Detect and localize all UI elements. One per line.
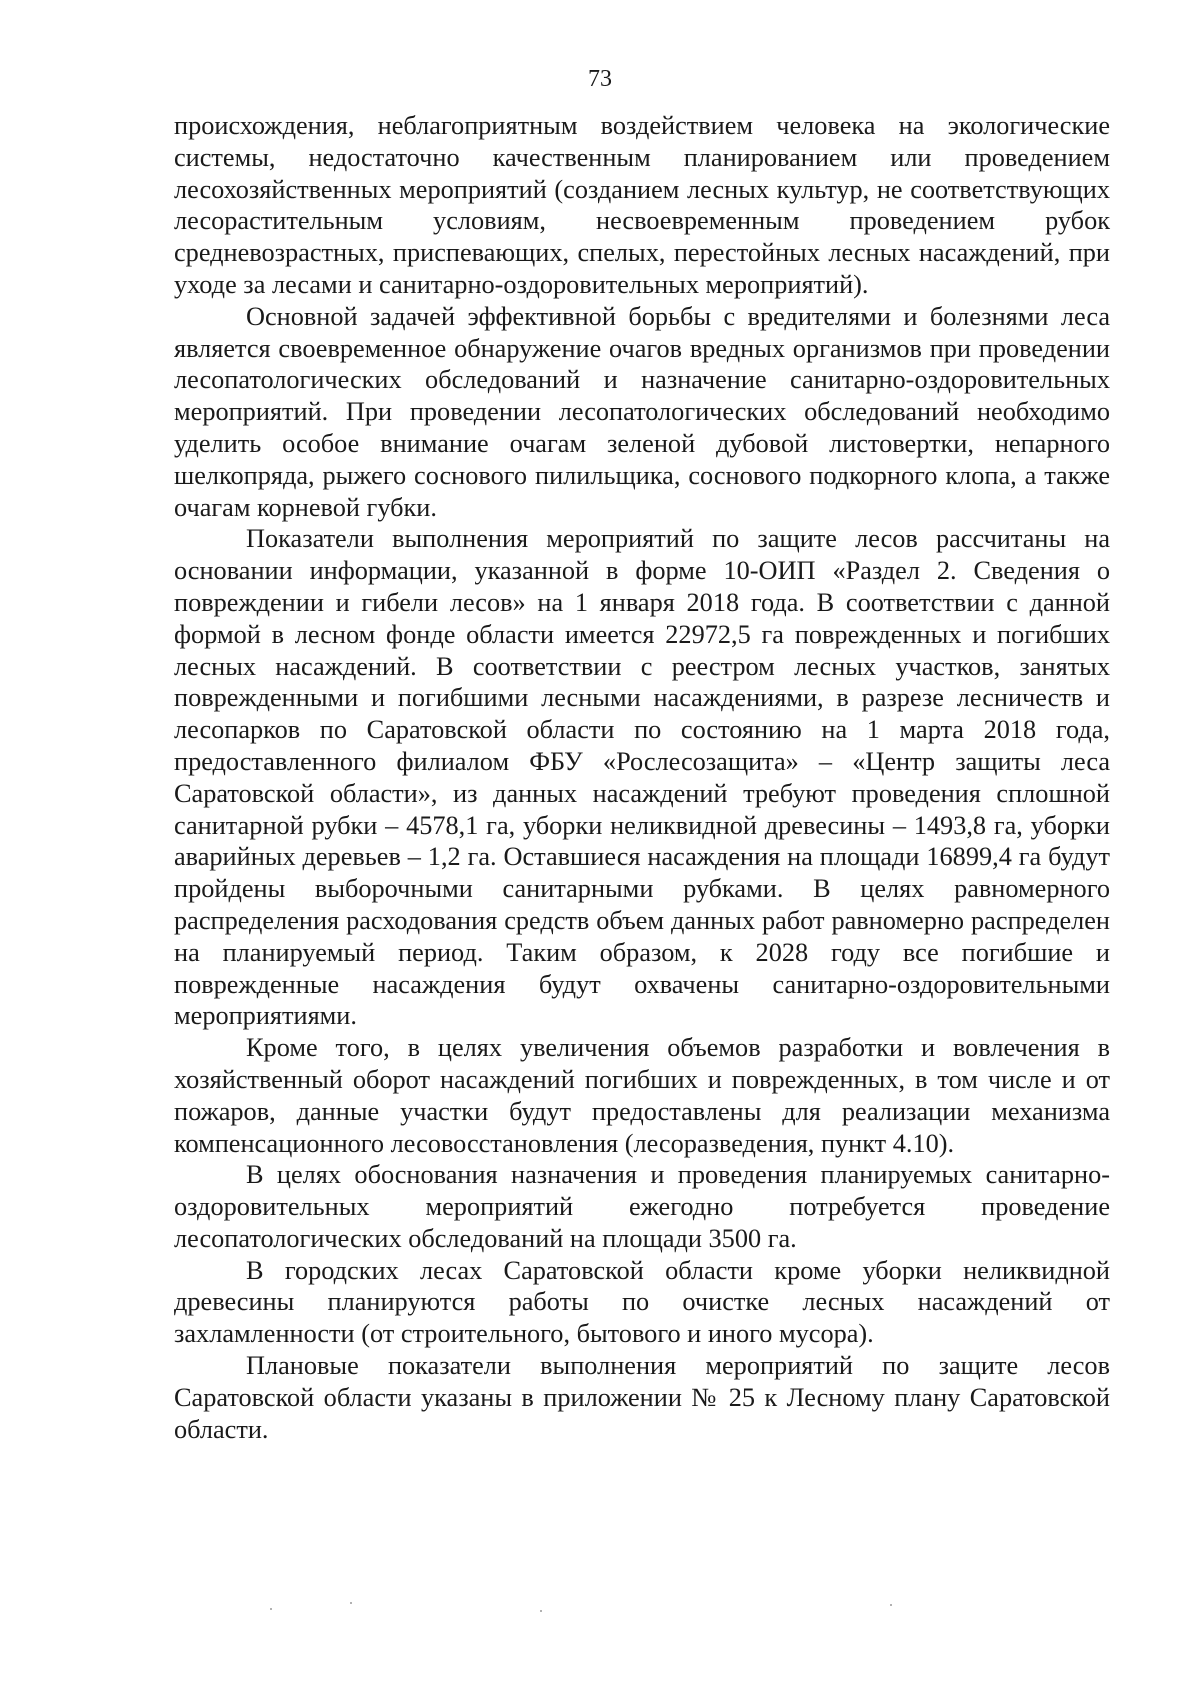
paragraph-pest-control: Основной задачей эффективной борьбы с вредителями и болезнями леса является своевременное обнаружение очагов вредных организмов при проведении лесопатологических обследований и назначение санитарно-оздоровительных мероприятий. При проведении лесопатологических обследований необходимо уделить особое внимание очагам зеленой дубовой листовертки, непарного шелкопряда, рыжего соснового пилильщика, соснового подкорного клопа, а также очагам корневой губки. bbox=[174, 301, 1110, 522]
document-body bbox=[174, 110, 1110, 1445]
paragraph-continuation: происхождения, неблагоприятным воздействием человека на экологические системы, недостаточно качественным планированием или проведением лесохозяйственных мероприятий (созданием лесных культур, не соответствующих лесорастительным условиям, несвоевременным проведением рубок средневозрастных, приспевающих, спелых, перестойных лесных насаждений, при уходе за лесами и санитарно-оздоровительных мероприятий). bbox=[174, 111, 1110, 299]
scan-speck bbox=[890, 1604, 892, 1606]
scan-speck bbox=[350, 1602, 352, 1604]
scan-artifacts bbox=[0, 1600, 1200, 1640]
scan-speck bbox=[540, 1610, 542, 1612]
paragraph-indicators: Показатели выполнения мероприятий по защите лесов рассчитаны на основании информации, указанной в форме 10-ОИП «Раздел 2. Сведения о повреждении и гибели лесов» на 1 января 2018 года. В соответствии с данной формой в лесном фонде области имеется 22972,5 га поврежденных и погибших лесных насаждений. В соответствии с реестром лесных участков, занятых поврежденными и погибшими лесными насаждениями, в разрезе лесничеств и лесопарков по Саратовской области по состоянию на 1 марта 2018 года, предоставленного филиалом ФБУ «Рослесозащита» – «Центр защиты леса Саратовской области», из данных насаждений требуют проведения сплошной санитарной рубки – 4578,1 га, уборки неликвидной древесины – 1493,8 га, уборки аварийных деревьев – 1,2 га. Оставшиеся насаждения на площади 16899,4 га будут пройдены выборочными санитарными рубками. В целях равномерного распределения расходования средств объем данных работ равномерно распределен на планируемый период. Таким образом, к 2028 году все погибшие и поврежденные насаждения будут охвачены санитарно-оздоровительными мероприятиями. bbox=[174, 524, 1110, 1031]
scan-speck bbox=[270, 1608, 272, 1610]
paragraph-urban-forests: В городских лесах Саратовской области кроме уборки неликвидной древесины планируются работы по очистке лесных насаждений от захламленности (от строительного, бытового и иного мусора). bbox=[174, 1255, 1110, 1349]
paragraph-compensation: Кроме того, в целях увеличения объемов разработки и вовлечения в хозяйственный оборот насаждений погибших и поврежденных, в том числе и от пожаров, данные участки будут предоставлены для реализации механизма компенсационного лесовосстановления (лесоразведения, пункт 4.10). bbox=[174, 1033, 1110, 1158]
paragraph-surveys: В целях обоснования назначения и проведения планируемых санитарно-оздоровительных мероприятий ежегодно потребуется проведение лесопатологических обследований на площади 3500 га. bbox=[174, 1160, 1110, 1253]
page-number: 73 bbox=[588, 66, 612, 92]
paragraph-planned-indicators: Плановые показатели выполнения мероприятий по защите лесов Саратовской области указаны в приложении № 25 к Лесному плану Саратовской области. bbox=[174, 1351, 1110, 1444]
